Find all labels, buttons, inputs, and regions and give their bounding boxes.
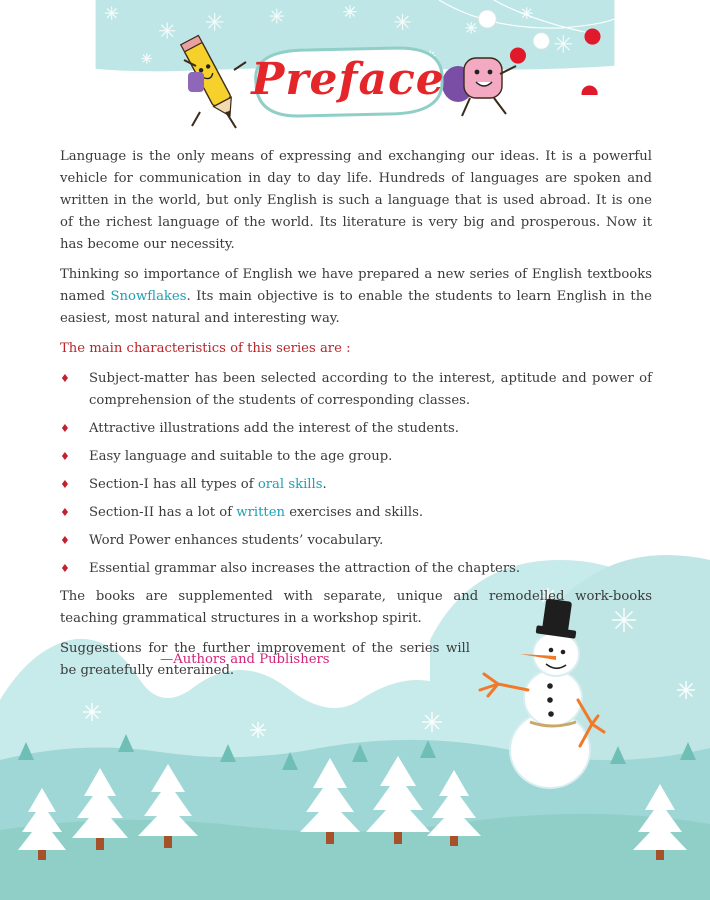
signature: —Authors and Publishers [160, 652, 330, 667]
written-term: written [236, 505, 285, 520]
diamond-bullet-icon: ♦ [60, 506, 70, 519]
list-item [60, 530, 652, 552]
list-item [60, 474, 652, 496]
diamond-bullet-icon: ♦ [60, 478, 70, 491]
diamond-bullet-icon: ♦ [60, 372, 70, 385]
diamond-bullet-icon: ♦ [60, 562, 70, 575]
paragraph-suggestions: Suggestions for the further improvement of the series will be greatefully enterained. [60, 641, 470, 678]
snowflake-icon [250, 722, 266, 738]
diamond-bullet-icon: ♦ [60, 534, 70, 547]
paragraph-series [60, 264, 652, 330]
list-item-text-tail: exercises and skills. [285, 505, 424, 520]
snowflake-icon [422, 712, 442, 732]
list-item-text: Essential grammar also increases the attraction of the chapters. [89, 561, 521, 576]
list-item-text-tail: . [322, 477, 327, 492]
paragraph-series-lead: Thinking so importance of English we have prepared a new series of English textbooks named [60, 267, 652, 304]
snowflake-icon [677, 681, 695, 699]
diamond-bullet-icon: ♦ [60, 422, 70, 435]
characteristics-heading: The main characteristics of this series are : [60, 341, 351, 356]
list-item-text: Easy language and suitable to the age group. [89, 449, 393, 464]
paragraph-intro: Language is the only means of expressing and exchanging our ideas. It is a powerful vehicle for communication in day to day life. Hundreds of languages are spoken and written in the world, but only English is such a language that is used abroad. It is one of the richest language of the world. Its literature is very big and prosperous. Now it has become our necessity. [60, 149, 652, 252]
list-item-text: Subject-matter has been selected according to the interest, aptitude and power of comprehension of the students of corresponding classes. [89, 371, 652, 408]
oral-skills-term: oral skills [257, 477, 323, 492]
paragraph-series-tail: . Its main objective is to enable the students to learn English in the easiest, most natural and interesting way. [60, 289, 652, 326]
diamond-bullet-icon: ♦ [60, 450, 70, 463]
list-item-text-lead: Section-I has all types of [89, 477, 258, 492]
list-item [60, 418, 652, 440]
characteristics-list [60, 368, 652, 580]
list-item [60, 446, 652, 468]
page-title: Preface [251, 54, 445, 105]
list-item [60, 368, 652, 412]
series-name: Snowflakes [110, 289, 187, 304]
list-item-text-lead: Section-II has a lot of [89, 505, 237, 520]
list-item [60, 502, 652, 524]
snowflake-icon [83, 703, 101, 721]
paragraph-workbooks: The books are supplemented with separate, unique and remodelled work-books teaching grammatical structures in a workshop spirit. [60, 589, 652, 626]
list-item-text: Attractive illustrations add the interest of the students. [89, 421, 459, 436]
preface-body [60, 146, 652, 690]
list-item [60, 558, 652, 580]
list-item-text: Word Power enhances students’ vocabulary. [89, 533, 384, 548]
